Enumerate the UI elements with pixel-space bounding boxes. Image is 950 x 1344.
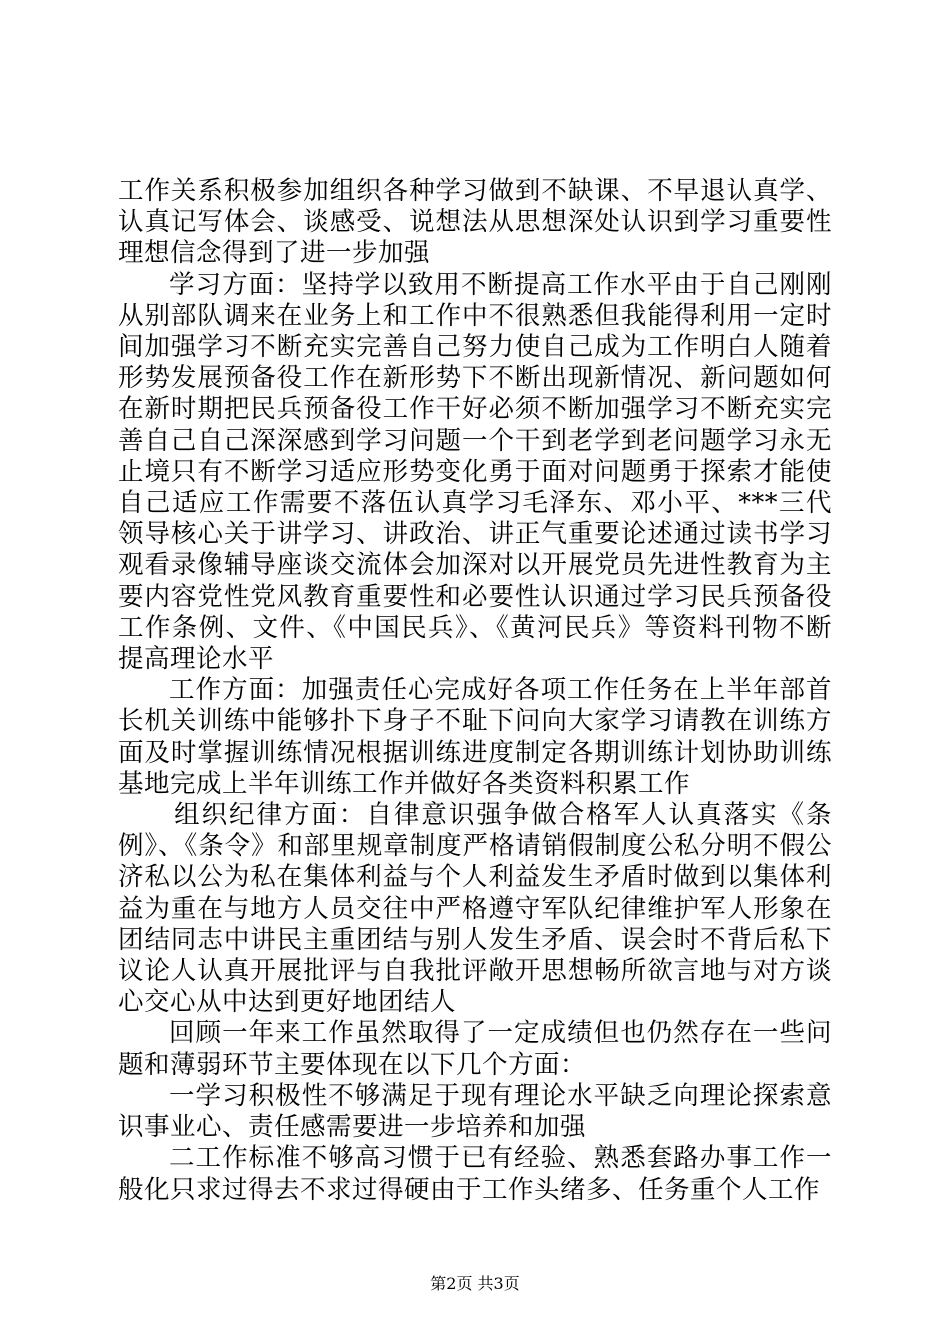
paragraph-review: 回顾一年来工作虽然取得了一定成绩但也仍然存在一些问题和薄弱环节主要体现在以下几个方面：: [118, 1018, 832, 1080]
paragraph-study: 学习方面：坚持学以致用不断提高工作水平由于自己刚刚从别部队调来在业务上和工作中不很熟悉但我能得利用一定时间加强学习不断充实完善自己努力使自己成为工作明白人随着形势发展预备役工作在新形势下不断出现新情况、新问题如何在新时期把民兵预备役工作干好必须不断加强学习不断充实完善自己自己深深感到学习问题一个干到老学到老问题学习永无止境只有不断学习适应形势变化勇于面对问题勇于探索才能使自己适应工作需要不落伍认真学习毛泽东、邓小平、***三代领导核心关于讲学习、讲政治、讲正气重要论述通过读书学习观看录像辅导座谈交流体会加深对以开展党员先进性教育为主要内容党性党风教育重要性和必要性认识通过学习民兵预备役工作条例、文件、《中国民兵》、《黄河民兵》等资料刊物不断提高理论水平: [118, 269, 832, 675]
document-body: [118, 176, 832, 1206]
paragraph-issue-two: 二工作标准不够高习惯于已有经验、熟悉套路办事工作一般化只求过得去不求过得硬由于工作头绪多、任务重个人工作: [118, 1143, 832, 1205]
paragraph-discipline: 组织纪律方面：自律意识强争做合格军人认真落实《条例》、《条令》和部里规章制度严格请销假制度公私分明不假公济私以公为私在集体利益与个人利益发生矛盾时做到以集体利益为重在与地方人员交往中严格遵守军队纪律维护军人形象在团结同志中讲民主重团结与别人发生矛盾、误会时不背后私下议论人认真开展批评与自我批评敞开思想畅所欲言地与对方谈心交心从中达到更好地团结人: [118, 800, 832, 1018]
paragraph-issue-one: 一学习积极性不够满足于现有理论水平缺乏向理论探索意识事业心、责任感需要进一步培养和加强: [118, 1080, 832, 1143]
page-number-footer: 第2页 共3页: [430, 1274, 520, 1293]
paragraph-continuation: 工作关系积极参加组织各种学习做到不缺课、不早退认真学、认真记写体会、谈感受、说想法从思想深处认识到学习重要性理想信念得到了进一步加强: [118, 176, 832, 269]
paragraph-work: 工作方面：加强责任心完成好各项工作任务在上半年部首长机关训练中能够扑下身子不耻下问向大家学习请教在训练方面及时掌握训练情况根据训练进度制定各期训练计划协助训练基地完成上半年训练工作并做好各类资料积累工作: [118, 675, 832, 799]
